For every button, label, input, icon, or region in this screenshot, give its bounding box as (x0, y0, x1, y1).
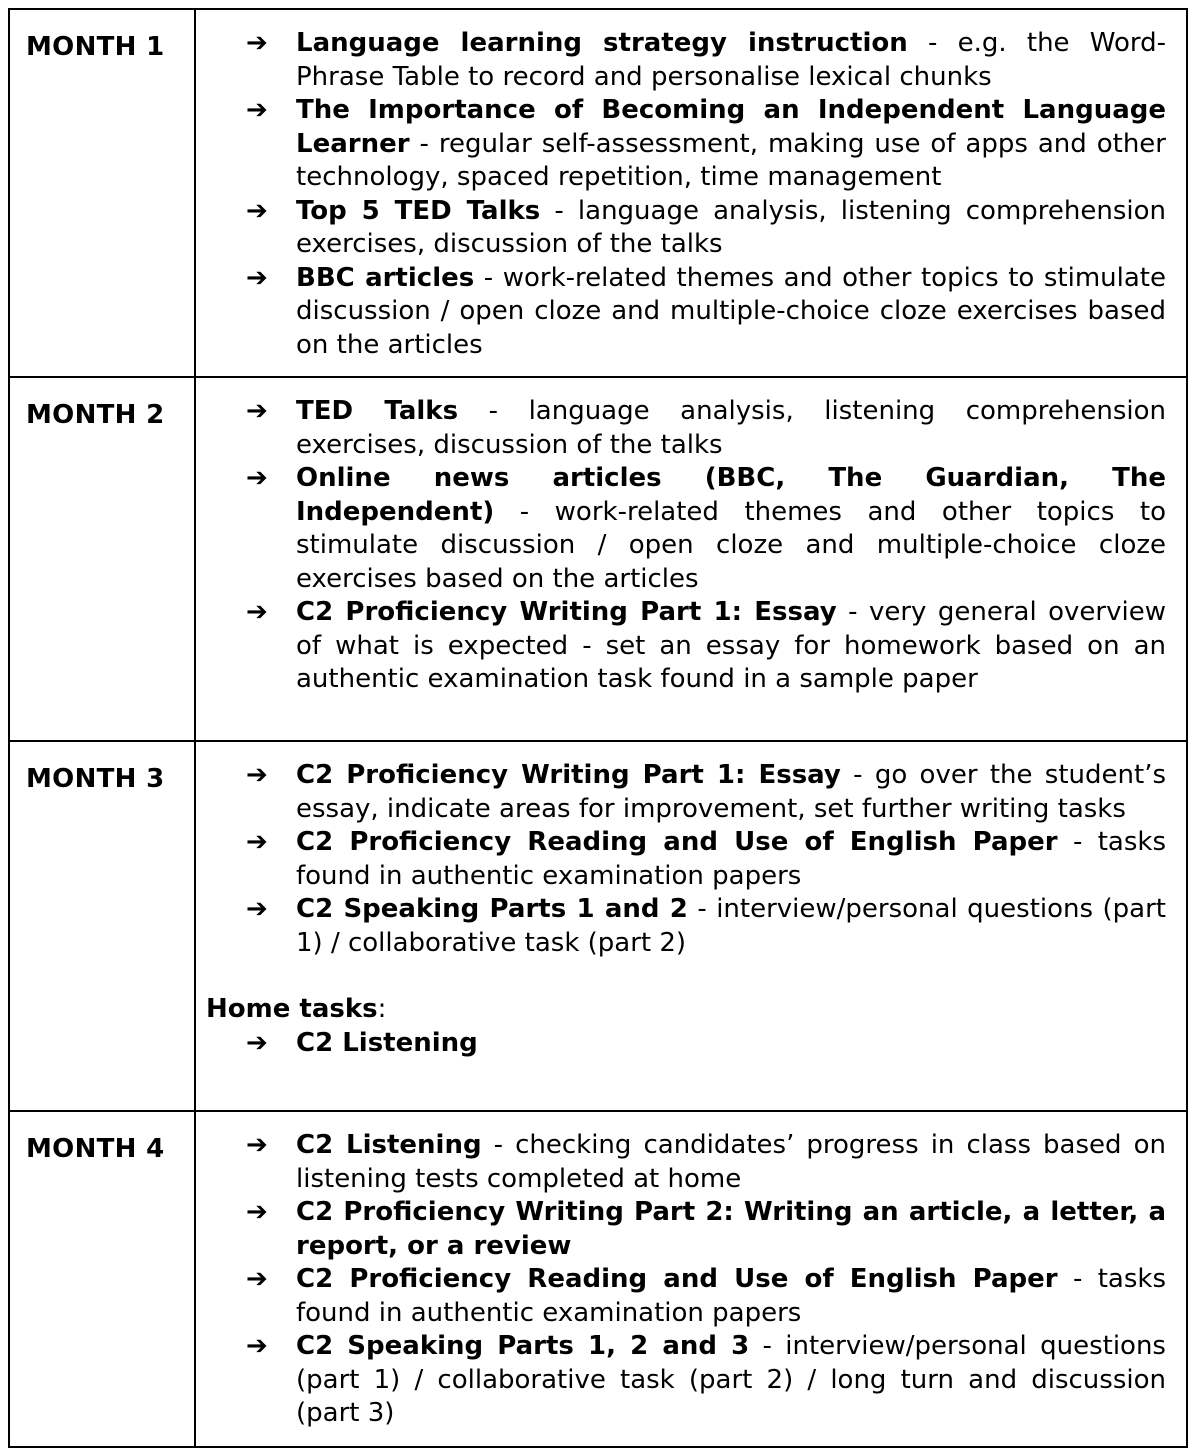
month-content (195, 741, 1187, 1111)
activity-item (206, 893, 1166, 960)
month-row (9, 377, 1187, 741)
activity-item (206, 826, 1166, 893)
activity-list (206, 1129, 1166, 1431)
activity-item (206, 596, 1166, 697)
activity-item (206, 1129, 1166, 1196)
home-tasks-heading-text: Home tasks (206, 994, 378, 1024)
arrow-bullet-icon: ➔ (246, 195, 268, 226)
arrow-bullet-icon: ➔ (246, 1027, 268, 1058)
activity-description: - work-related themes and other topics to stimulate discussion / open cloze and multiple-choice cloze exercises based on the articles (296, 496, 1166, 594)
activity-item (206, 27, 1166, 94)
activity-description: - regular self-assessment, making use of apps and other technology, spaced repetition, time management (296, 128, 1166, 192)
month-row (9, 9, 1187, 377)
month-label: MONTH 2 (26, 400, 165, 430)
activity-description: - language analysis, listening comprehension exercises, discussion of the talks (296, 396, 1166, 460)
activity-list (206, 759, 1166, 960)
activity-title: C2 Proficiency Reading and Use of English Paper (296, 1264, 1058, 1294)
home-tasks-heading (206, 993, 1166, 1027)
arrow-bullet-icon: ➔ (246, 396, 268, 426)
arrow-bullet-icon: ➔ (246, 1130, 268, 1160)
arrow-bullet-icon: ➔ (246, 597, 268, 627)
activity-title: C2 Speaking Parts 1, 2 and 3 (296, 1331, 750, 1361)
month-cell (9, 377, 195, 741)
home-tasks-colon: : (377, 994, 387, 1024)
month-label: MONTH 4 (26, 1134, 165, 1164)
activity-description: - interview/personal questions (part 1) / collaborative task (part 2) / long turn and discussion (part 3) (296, 1331, 1166, 1428)
activity-title: Language learning strategy instruction (296, 28, 908, 58)
activity-item (206, 462, 1166, 596)
activity-title: Online news articles (BBC, The Guardian, The Independent) (296, 463, 1166, 527)
month-row (9, 741, 1187, 1111)
activity-list (206, 27, 1166, 362)
course-plan-table (8, 8, 1188, 1448)
month-cell (9, 741, 195, 1111)
month-content (195, 1111, 1187, 1447)
month-cell (9, 1111, 195, 1447)
activity-list (206, 395, 1166, 697)
activity-title: C2 Speaking Parts 1 and 2 (296, 894, 688, 924)
activity-title: The Importance of Becoming an Independent Language Learner (296, 95, 1166, 159)
activity-item (206, 395, 1166, 462)
activity-item (206, 759, 1166, 826)
month-label: MONTH 1 (26, 32, 165, 62)
activity-item (206, 195, 1166, 262)
activity-description: - interview/personal questions (part 1) / collaborative task (part 2) (296, 894, 1166, 958)
activity-title: C2 Proficiency Writing Part 2: Writing an article, a letter, a report, or a review (296, 1197, 1166, 1261)
arrow-bullet-icon: ➔ (246, 1331, 268, 1361)
activity-description: - work-related themes and other topics to stimulate discussion / open cloze and multiple-choice cloze exercises based on the articles (296, 262, 1166, 360)
arrow-bullet-icon: ➔ (246, 463, 268, 493)
activity-item (206, 262, 1166, 363)
activity-description: - tasks found in authentic examination papers (296, 1264, 1166, 1328)
activity-title: Top 5 TED Talks (296, 195, 541, 226)
home-task-item (206, 1027, 1166, 1061)
month-content (195, 9, 1187, 377)
activity-description: - checking candidates’ progress in class based on listening tests completed at home (296, 1130, 1166, 1194)
month-row (9, 1111, 1187, 1447)
activity-title: C2 Proficiency Writing Part 1: Essay (296, 597, 837, 627)
activity-description: - very general overview of what is expected - set an essay for homework based on an authentic examination task found in a sample paper (296, 597, 1166, 694)
arrow-bullet-icon: ➔ (246, 1197, 268, 1227)
arrow-bullet-icon: ➔ (246, 827, 268, 857)
activity-item (206, 1263, 1166, 1330)
activity-description: - language analysis, listening comprehension exercises, discussion of the talks (296, 195, 1167, 259)
activity-description: - tasks found in authentic examination papers (296, 827, 1166, 891)
arrow-bullet-icon: ➔ (246, 894, 268, 924)
month-cell (9, 9, 195, 377)
month-label: MONTH 3 (26, 764, 165, 794)
home-task-title: C2 Listening (296, 1027, 478, 1058)
activity-title: TED Talks (296, 396, 459, 426)
activity-description: - e.g. the Word-Phrase Table to record and personalise lexical chunks (296, 28, 1166, 92)
activity-title: BBC articles (296, 262, 475, 293)
activity-title: C2 Proficiency Reading and Use of English Paper (296, 827, 1058, 857)
activity-item (206, 94, 1166, 195)
arrow-bullet-icon: ➔ (246, 28, 268, 58)
arrow-bullet-icon: ➔ (246, 1264, 268, 1294)
home-tasks-list (206, 1027, 1166, 1061)
month-content (195, 377, 1187, 741)
activity-item (206, 1330, 1166, 1431)
arrow-bullet-icon: ➔ (246, 262, 268, 293)
home-tasks-section (206, 993, 1166, 1060)
arrow-bullet-icon: ➔ (246, 760, 268, 790)
activity-title: C2 Proficiency Writing Part 1: Essay (296, 760, 841, 790)
activity-title: C2 Listening (296, 1130, 482, 1160)
arrow-bullet-icon: ➔ (246, 95, 268, 125)
activity-item (206, 1196, 1166, 1263)
activity-description: - go over the student’s essay, indicate areas for improvement, set further writing tasks (296, 760, 1166, 824)
